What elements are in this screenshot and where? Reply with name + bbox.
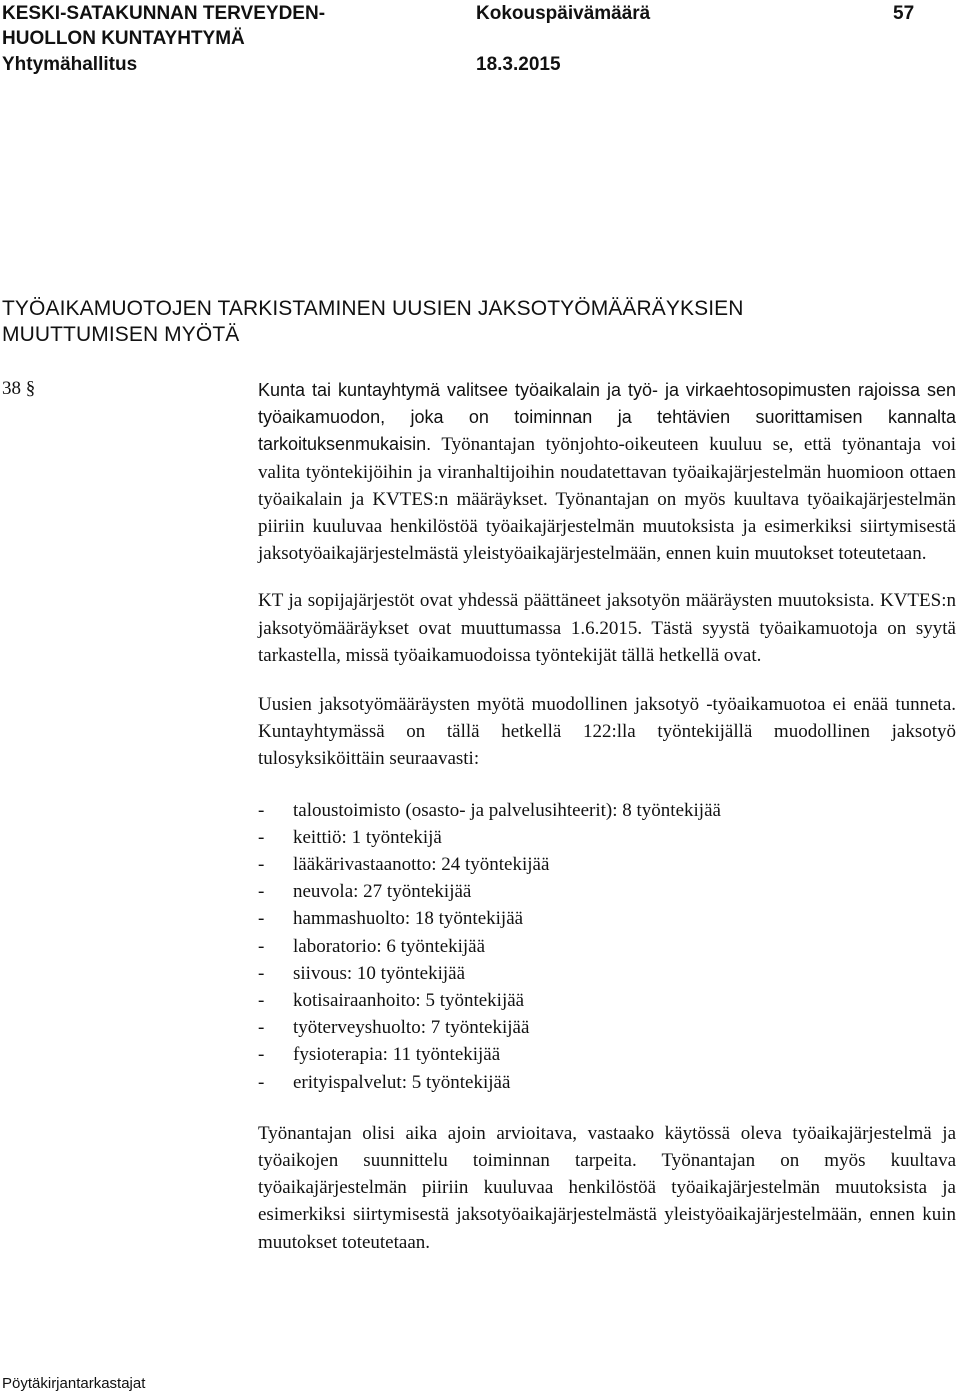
list-dash: - — [258, 1071, 265, 1093]
organization-name-line1: KESKI-SATAKUNNAN TERVEYDEN- — [2, 3, 326, 24]
list-item-text: lääkärivastaanotto: 24 työntekijää — [293, 854, 550, 876]
paragraph-1-body: Työnantajan työnjohto-oikeuteen kuuluu se, että työnantaja voi valita työntekijöihin ja viranhaltijoihin noudatettavan työaikajärjestelmän huomioon ottaen työaikalain ja KVTES:n määräykset. Työnantajan on myös kuultava työaikajärjestelmän piiriin kuuluvaa henkilöstöä työaikajärjestelmän muutoksista ja esimerkiksi siirtymisestä jaksotyöaikajärjestelmästä yleistyöaikajärjestelmään, ennen kuin muutokset toteutetaan. — [258, 434, 956, 565]
list-dash: - — [258, 826, 265, 848]
section-content — [258, 377, 956, 1256]
list-item-text: fysioterapia: 11 työntekijää — [293, 1044, 501, 1066]
list-item-text: siivous: 10 työntekijää — [293, 962, 466, 984]
list-dash: - — [258, 854, 265, 876]
list-item — [258, 878, 956, 905]
list-item — [258, 1014, 956, 1041]
list-item — [258, 987, 956, 1014]
paragraph-3: Uusien jaksotyömääräysten myötä muodollinen jaksotyö -työaikamuotoa ei enää tunneta. Kuntayhtymässä on tällä hetkellä 122:lla työntekijällä muodollinen jaksotyö tulosyksiköittäin seuraavasti: — [258, 694, 956, 770]
list-item-text: taloustoimisto (osasto- ja palvelusihteerit): 8 työntekijää — [293, 799, 721, 821]
list-dash: - — [258, 881, 265, 903]
section-number — [2, 377, 35, 401]
section-symbol: § — [25, 378, 36, 399]
list-item — [258, 824, 956, 851]
list-item-text: hammashuolto: 18 työntekijää — [293, 908, 524, 930]
list-item-text: keittiö: 1 työntekijä — [293, 826, 442, 848]
page-number: 57 — [893, 3, 915, 24]
document-title-line2: MUUTTUMISEN MYÖTÄ — [2, 323, 240, 346]
list-item-text: erityispalvelut: 5 työntekijää — [293, 1071, 511, 1093]
meeting-date: 18.3.2015 — [476, 54, 561, 75]
meeting-date-label: Kokouspäivämäärä — [476, 3, 651, 24]
list-dash: - — [258, 1044, 265, 1066]
list-item-text: laboratorio: 6 työntekijää — [293, 935, 486, 957]
minutes-examiners-label: Pöytäkirjantarkastajat — [2, 1375, 146, 1392]
list-item — [258, 1069, 956, 1096]
list-item — [258, 1041, 956, 1068]
paragraph-1 — [258, 377, 956, 567]
list-item-text: työterveyshuolto: 7 työntekijää — [293, 1017, 530, 1039]
list-item-text: neuvola: 27 työntekijää — [293, 881, 472, 903]
list-dash: - — [258, 989, 265, 1011]
list-item — [258, 851, 956, 878]
list-dash: - — [258, 962, 265, 984]
list-item — [258, 905, 956, 932]
list-item — [258, 797, 956, 824]
document-title-line1: TYÖAIKAMUOTOJEN TARKISTAMINEN UUSIEN JAKSOTYÖMÄÄRÄYKSIEN — [2, 297, 744, 320]
list-dash: - — [258, 908, 265, 930]
paragraph-1-intro: Kunta tai kuntayhtymä valitsee työaikalain ja työ- ja virkaehtosopimusten rajoissa sen työaikamuodon, joka on toiminnan ja tehtävien suorittamisen kannalta tarkoituksenmukaisin. — [258, 380, 956, 455]
list-item — [258, 933, 956, 960]
list-item — [258, 960, 956, 987]
document-title — [2, 296, 902, 348]
list-dash: - — [258, 935, 265, 957]
list-dash: - — [258, 799, 265, 821]
governing-body: Yhtymähallitus — [2, 54, 138, 75]
paragraph-2: KT ja sopijajärjestöt ovat yhdessä päättäneet jaksotyön määräysten muutoksista. KVTES:n jaksotyömääräykset ovat muuttumassa 1.6.2015. Tästä syystä työaikamuotoja on syytä tarkastella, missä työaikamuodoissa työntekijät tällä hetkellä ovat. — [258, 590, 956, 666]
paragraph-4: Työnantajan olisi aika ajoin arvioitava, vastaako käytössä oleva työaikajärjestelmä ja työaikojen suunnittelu toiminnan tarpeita. Työnantajan on myös kuultava työaikajärjestelmän piiriin kuuluvaa henkilöstöä työaikajärjestelmän muutoksista ja esimerkiksi siirtymisestä jaksotyöaikajärjestelmästä yleistyöaikajärjestelmään, ennen kuin muutokset toteutetaan. — [258, 1122, 956, 1253]
section-number-value: 38 — [2, 378, 21, 399]
list-item-text: kotisairaanhoito: 5 työntekijää — [293, 989, 525, 1011]
organization-name-line2: HUOLLON KUNTAYHTYMÄ — [2, 28, 245, 49]
unit-list — [258, 797, 956, 1096]
list-dash: - — [258, 1017, 265, 1039]
